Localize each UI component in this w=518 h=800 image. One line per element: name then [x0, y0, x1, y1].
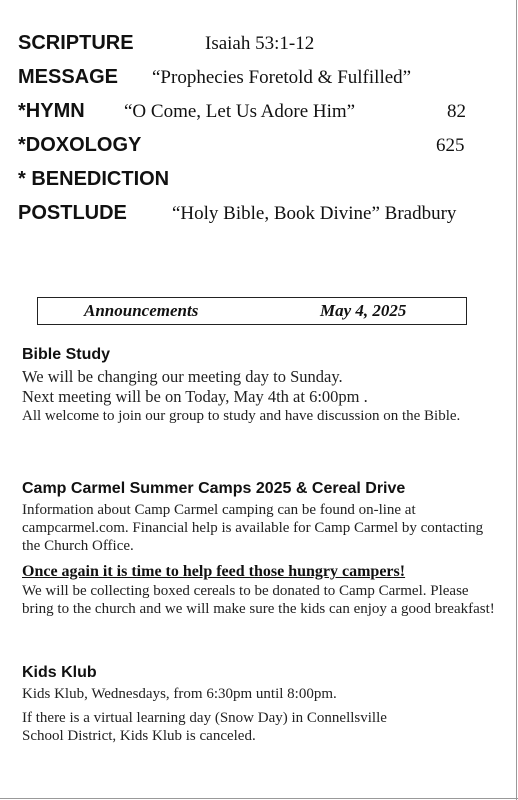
- bible-study-line: Next meeting will be on Today, May 4th at 6:00pm .: [22, 387, 368, 406]
- order-label: * BENEDICTION: [18, 168, 170, 190]
- order-text: Isaiah 53:1-12: [205, 33, 315, 54]
- order-label: MESSAGE: [18, 66, 119, 88]
- hymn-number: 82: [447, 101, 466, 122]
- kids-klub-line: Kids Klub, Wednesdays, from 6:30pm until 8:00pm.: [22, 686, 337, 702]
- order-label: SCRIPTURE: [18, 32, 134, 54]
- bible-study-line: We will be changing our meeting day to Sunday.: [22, 367, 343, 386]
- announcements-title: Announcements: [84, 301, 199, 320]
- announcements-date: May 4, 2025: [320, 301, 407, 320]
- camp-sub-body: We will be collecting boxed cereals to be donated to Camp Carmel. Please bring to the church and we will make sure the kids can enjoy a good breakfast!: [22, 583, 495, 617]
- doxology-number: 625: [436, 135, 465, 156]
- order-row-benediction: [18, 168, 498, 202]
- bible-study-line: All welcome to join our group to study and have discussion on the Bible.: [22, 408, 461, 424]
- page-edge-right: [516, 0, 517, 800]
- bible-study-heading: Bible Study: [22, 346, 111, 363]
- camp-heading: Camp Carmel Summer Camps 2025 & Cereal Drive: [22, 480, 406, 497]
- kids-klub-line: If there is a virtual learning day (Snow Day) in Connellsville School District, Kids Klub is canceled.: [22, 710, 387, 744]
- order-row-scripture: [18, 32, 498, 66]
- order-label: *DOXOLOGY: [18, 134, 142, 156]
- camp-section: [22, 480, 502, 618]
- order-label: POSTLUDE: [18, 202, 127, 224]
- order-of-worship: [18, 32, 498, 236]
- camp-subheading: Once again it is time to help feed those hungry campers!: [22, 563, 406, 580]
- camp-body: Information about Camp Carmel camping can be found on-line at campcarmel.com. Financial help is available for Camp Carmel by contacting the Church Office.: [22, 502, 484, 554]
- order-text: “O Come, Let Us Adore Him”: [124, 101, 356, 122]
- order-text: “Holy Bible, Book Divine” Bradbury: [172, 203, 457, 224]
- order-text: “Prophecies Foretold & Fulfilled”: [152, 67, 412, 88]
- page-edge-bottom: [0, 798, 518, 799]
- order-row-hymn: [18, 100, 498, 134]
- kids-klub-section: [22, 664, 502, 745]
- order-row-message: [18, 66, 498, 100]
- kids-klub-heading: Kids Klub: [22, 664, 97, 681]
- bible-study-section: [22, 346, 502, 425]
- order-row-postlude: [18, 202, 498, 236]
- order-row-doxology: [18, 134, 498, 168]
- order-label: *HYMN: [18, 100, 85, 122]
- announcements-header: [37, 297, 467, 325]
